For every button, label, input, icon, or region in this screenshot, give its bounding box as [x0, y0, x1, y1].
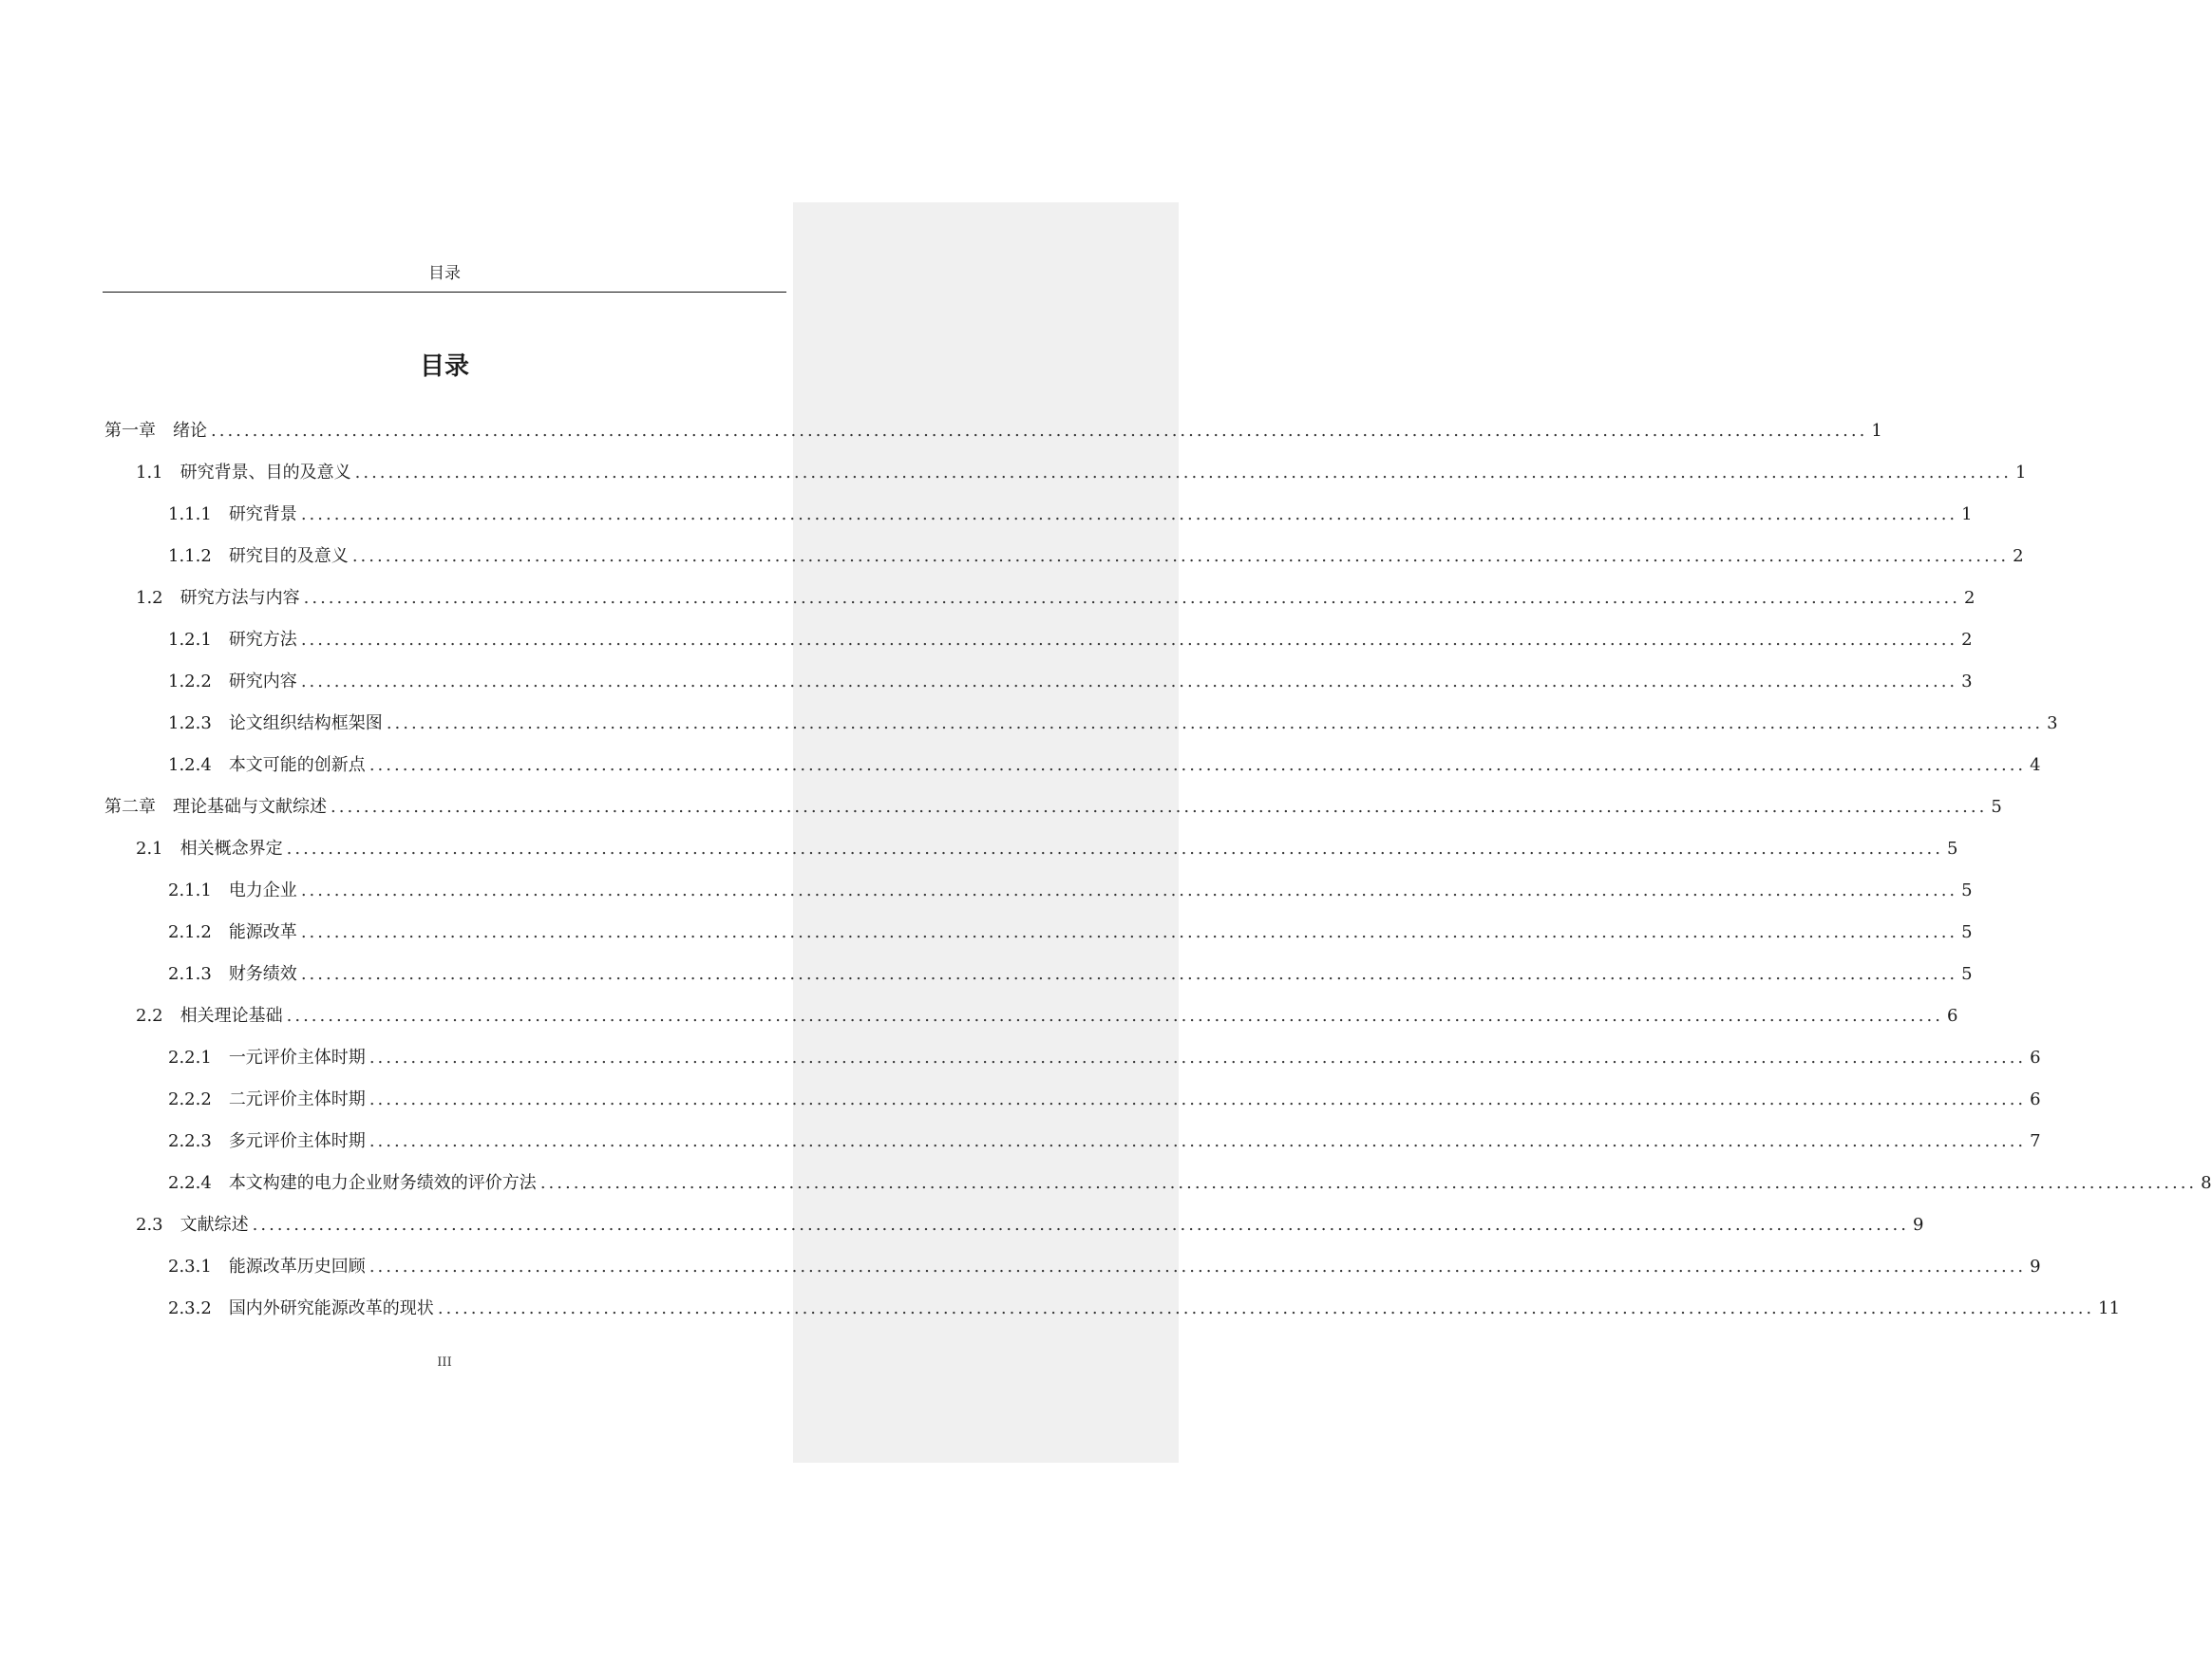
toc-entry-title: 能源改革历史回顾: [228, 1257, 366, 1277]
toc-entry-title: 研究背景、目的及意义: [180, 463, 351, 483]
toc-entry-title: 二元评价主体时期: [228, 1089, 366, 1109]
toc-entry-spacer: [212, 912, 229, 954]
toc-entry-number: 1.1: [136, 463, 163, 483]
toc-entry-title: 相关概念界定: [180, 839, 283, 859]
toc-entry-title: 研究方法与内容: [180, 588, 300, 608]
toc-entry-page: 5: [1961, 880, 1973, 900]
toc-entry-spacer: [156, 410, 173, 452]
toc-entry[interactable]: [104, 661, 1973, 703]
toc-entry-page: 5: [1991, 797, 2002, 817]
toc-entry-spacer: [212, 954, 229, 995]
toc-entry-title: 本文可能的创新点: [228, 755, 366, 775]
dot-leader: ........................................................................................................................................................................................................: [300, 964, 1958, 984]
dot-leader: ........................................................................................................................................................................................................: [300, 880, 1958, 900]
toc-entry-title: 研究目的及意义: [228, 546, 349, 566]
toc-entry-page: 5: [1961, 922, 1973, 942]
toc-entry-page: 3: [2047, 713, 2058, 733]
toc-entry[interactable]: [104, 1121, 2041, 1163]
toc-entry-title: 能源改革: [228, 922, 297, 942]
toc-entry[interactable]: [104, 1079, 2041, 1121]
dot-leader: ........................................................................................................................................................................................................: [437, 1298, 2095, 1318]
toc-entry-title: 一元评价主体时期: [228, 1048, 366, 1068]
toc-entry[interactable]: [104, 745, 2041, 786]
toc-entry-page: 5: [1946, 839, 1958, 859]
toc-entry-spacer: [163, 995, 180, 1037]
toc-entry-spacer: [156, 786, 173, 828]
toc-entry-page: 3: [1961, 672, 1973, 691]
dot-leader: ........................................................................................................................................................................................................: [539, 1173, 2198, 1193]
toc-entry-number: 1.2.4: [168, 755, 212, 775]
toc-entry[interactable]: [104, 870, 1973, 912]
dot-leader: ........................................................................................................................................................................................................: [369, 1257, 2027, 1277]
toc-entry-spacer: [212, 494, 229, 536]
toc-entry-title: 国内外研究能源改革的现状: [228, 1298, 434, 1318]
toc-entry-page: 2: [2013, 546, 2024, 566]
toc-entry-title: 理论基础与文献综述: [173, 797, 327, 817]
toc-entry[interactable]: [104, 1037, 2041, 1079]
toc-entry-title: 研究方法: [228, 630, 297, 650]
toc-entry-page: 8: [2201, 1173, 2212, 1193]
toc-entry-spacer: [212, 1121, 229, 1163]
toc-entry[interactable]: [104, 786, 2002, 828]
toc-entry-title: 本文构建的电力企业财务绩效的评价方法: [228, 1173, 537, 1193]
toc-entry-spacer: [212, 1079, 229, 1121]
toc-entry-spacer: [163, 828, 180, 870]
toc-entry-spacer: [163, 1204, 180, 1246]
toc-entry-page: 9: [1912, 1215, 1924, 1235]
toc-entry-spacer: [212, 619, 229, 661]
toc-entry[interactable]: [104, 410, 1882, 452]
toc-entry-number: 2.1.3: [168, 964, 212, 984]
toc-entry[interactable]: [104, 995, 1958, 1037]
header-rule: [103, 292, 786, 293]
toc-entry-number: 2.3.2: [168, 1298, 212, 1318]
toc-entry-number: 2.2.4: [168, 1173, 212, 1193]
toc-entry-page: 7: [2030, 1131, 2041, 1151]
toc-entry[interactable]: [104, 703, 2058, 745]
toc-entry-number: 2.2.3: [168, 1131, 212, 1151]
page-number: III: [437, 1355, 452, 1370]
toc-entry-spacer: [212, 536, 229, 577]
toc-entry-number: 2.3.1: [168, 1257, 212, 1277]
toc-entry-page: 1: [1871, 421, 1882, 441]
toc-entry-number: 1.1.2: [168, 546, 212, 566]
toc-entry-title: 研究背景: [228, 504, 297, 524]
toc-entry-spacer: [212, 870, 229, 912]
toc-entry-page: 5: [1961, 964, 1973, 984]
toc-entry-spacer: [212, 703, 229, 745]
toc-entry-spacer: [163, 577, 180, 619]
toc-entry-number: 第二章: [104, 797, 156, 817]
toc-entry[interactable]: [104, 1163, 2212, 1204]
toc-entry-title: 相关理论基础: [180, 1006, 283, 1026]
dot-leader: ........................................................................................................................................................................................................: [354, 463, 2012, 483]
dot-leader: ........................................................................................................................................................................................................: [369, 1089, 2027, 1109]
dot-leader: ........................................................................................................................................................................................................: [303, 588, 1960, 608]
toc-entry-title: 电力企业: [228, 880, 297, 900]
toc-entry[interactable]: [104, 577, 1976, 619]
toc-entry[interactable]: [104, 1204, 1924, 1246]
toc-entry[interactable]: [104, 912, 1973, 954]
table-of-contents: [104, 410, 2212, 1330]
toc-entry-title: 论文组织结构框架图: [228, 713, 383, 733]
toc-entry-number: 2.2.2: [168, 1089, 212, 1109]
toc-entry-spacer: [212, 745, 229, 786]
dot-leader: ........................................................................................................................................................................................................: [300, 922, 1958, 942]
toc-entry-page: 11: [2098, 1298, 2121, 1318]
dot-leader: ........................................................................................................................................................................................................: [252, 1215, 1909, 1235]
toc-entry-page: 2: [1961, 630, 1973, 650]
toc-entry-number: 1.2.3: [168, 713, 212, 733]
dot-leader: ........................................................................................................................................................................................................: [300, 504, 1958, 524]
toc-entry[interactable]: [104, 536, 2024, 577]
dot-leader: ........................................................................................................................................................................................................: [286, 1006, 1943, 1026]
dot-leader: ........................................................................................................................................................................................................: [386, 713, 2044, 733]
toc-entry-title: 多元评价主体时期: [228, 1131, 366, 1151]
dot-leader: ........................................................................................................................................................................................................: [300, 630, 1958, 650]
toc-entry[interactable]: [104, 619, 1973, 661]
toc-entry-number: 2.1: [136, 839, 163, 859]
toc-entry-page: 6: [1946, 1006, 1958, 1026]
toc-entry-number: 1.1.1: [168, 504, 212, 524]
dot-leader: ........................................................................................................................................................................................................: [369, 755, 2027, 775]
toc-entry-number: 第一章: [104, 421, 156, 441]
toc-entry-spacer: [212, 1246, 229, 1288]
toc-entry-number: 2.3: [136, 1215, 163, 1235]
toc-entry-spacer: [212, 1163, 229, 1204]
dot-leader: ........................................................................................................................................................................................................: [331, 797, 1988, 817]
toc-entry-number: 1.2.1: [168, 630, 212, 650]
dot-leader: ........................................................................................................................................................................................................: [369, 1048, 2027, 1068]
toc-entry-number: 2.2: [136, 1006, 163, 1026]
toc-entry-number: 2.1.1: [168, 880, 212, 900]
toc-entry-page: 6: [2030, 1089, 2041, 1109]
toc-entry-page: 1: [2014, 463, 2027, 483]
toc-entry-title: 绪论: [173, 421, 207, 441]
toc-entry-page: 1: [1961, 504, 1973, 524]
dot-leader: ........................................................................................................................................................................................................: [300, 672, 1958, 691]
toc-entry-title: 研究内容: [228, 672, 297, 691]
toc-entry-number: 2.1.2: [168, 922, 212, 942]
running-header: 目录: [428, 264, 461, 283]
toc-entry-title: 财务绩效: [228, 964, 297, 984]
dot-leader: ........................................................................................................................................................................................................: [351, 546, 2010, 566]
toc-entry-page: 9: [2030, 1257, 2041, 1277]
toc-entry-spacer: [163, 452, 180, 494]
toc-entry-number: 1.2: [136, 588, 163, 608]
toc-entry-page: 4: [2030, 755, 2041, 775]
toc-entry[interactable]: [104, 1288, 2121, 1330]
toc-entry-page: 2: [1963, 588, 1976, 608]
toc-entry-spacer: [212, 1037, 229, 1079]
toc-title: 目录: [419, 352, 469, 381]
toc-entry[interactable]: [104, 954, 1973, 995]
toc-entry[interactable]: [104, 828, 1958, 870]
toc-entry[interactable]: [104, 452, 2027, 494]
toc-entry[interactable]: [104, 1246, 2041, 1288]
toc-entry-spacer: [212, 1288, 229, 1330]
dot-leader: ........................................................................................................................................................................................................: [369, 1131, 2027, 1151]
toc-entry-number: 1.2.2: [168, 672, 212, 691]
toc-entry-title: 文献综述: [180, 1215, 249, 1235]
dot-leader: ........................................................................................................................................................................................................: [286, 839, 1943, 859]
toc-entry-page: 6: [2030, 1048, 2041, 1068]
toc-entry-number: 2.2.1: [168, 1048, 212, 1068]
toc-entry[interactable]: [104, 494, 1973, 536]
dot-leader: ........................................................................................................................................................................................................: [211, 421, 1868, 441]
toc-entry-spacer: [212, 661, 229, 703]
